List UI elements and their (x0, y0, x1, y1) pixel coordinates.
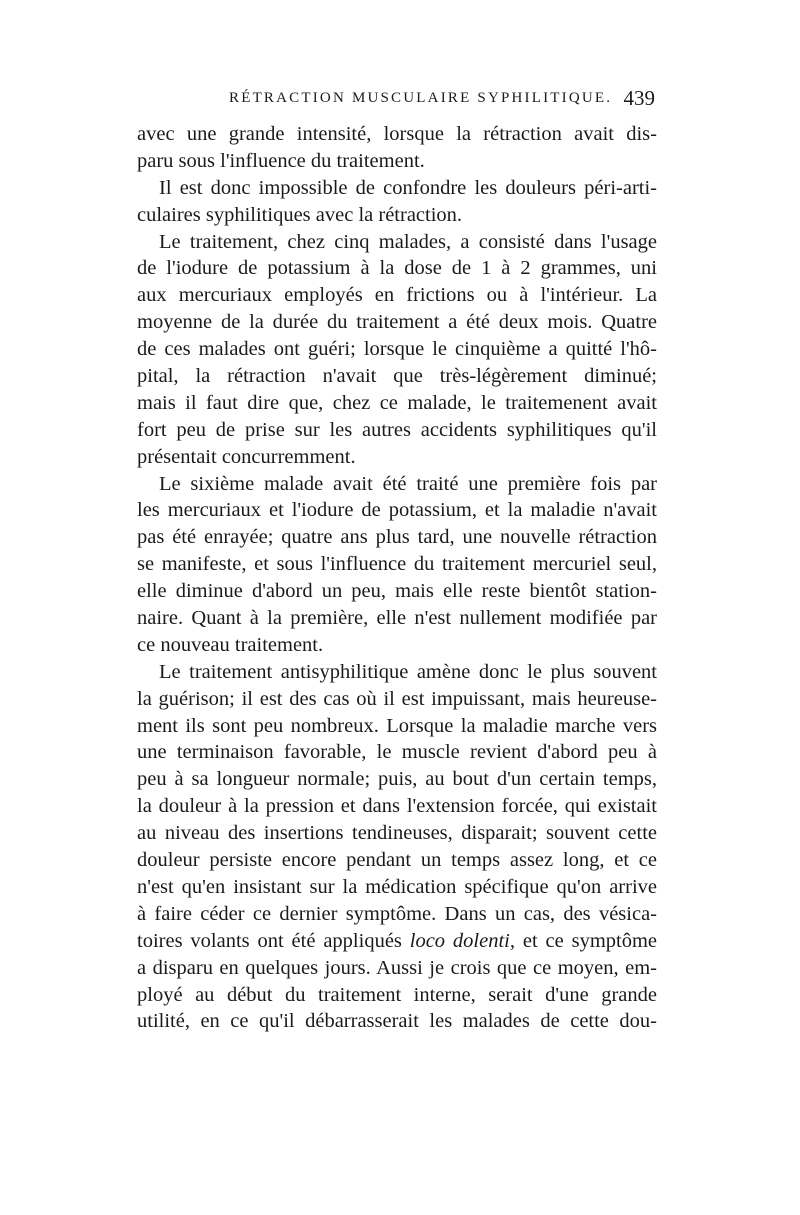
text-line: à faire céder ce dernier symptôme. Dans un cas, des vésica- (137, 902, 657, 925)
text-line: ployé au début du traitement interne, serait d'une grande (137, 983, 657, 1006)
text-line: pital, la rétraction n'avait que très-légèrement diminué; (137, 365, 657, 388)
text-line: avec une grande intensité, lorsque la rétraction avait dis- (137, 123, 657, 145)
text-line: a disparu en quelques jours. Aussi je crois que ce moyen, em- (137, 956, 657, 979)
text-line: aux mercuriaux employés en frictions ou à l'intérieur. La (137, 284, 657, 307)
body-text (137, 121, 657, 1035)
text-line: ce nouveau traitement. (137, 633, 324, 656)
text-line: présentait concurremment. (137, 445, 356, 468)
text-line: au niveau des insertions tendineuses, disparait; souvent cette (137, 822, 657, 845)
text-line: naire. Quant à la première, elle n'est nullement modifiée par (137, 607, 657, 630)
text-line: Le traitement, chez cinq malades, a consisté dans l'usage (159, 230, 657, 253)
text-line: la douleur à la pression et dans l'extension forcée, qui existait (137, 795, 657, 818)
text-line: une terminaison favorable, le muscle revient d'abord peu à (137, 741, 657, 764)
text-line: de ces malades ont guéri; lorsque le cinquième a quitté l'hô- (137, 338, 657, 361)
text-line: Le sixième malade avait été traité une première fois par (159, 472, 657, 495)
text-line: les mercuriaux et l'iodure de potassium, et la maladie n'avait (137, 499, 657, 522)
latin-phrase: loco dolenti, (409, 929, 515, 952)
text-line: elle diminue d'abord un peu, mais elle reste bientôt station- (137, 580, 657, 603)
text-line-with-italic (137, 928, 657, 955)
text-line: douleur persiste encore pendant un temps assez long, et ce (137, 849, 657, 872)
text-line: paru sous l'influence du traitement. (137, 149, 425, 172)
text-line: mais il faut dire que, chez ce malade, le traitemenent avait (137, 391, 657, 414)
running-header (137, 86, 657, 114)
running-title: RÉTRACTION MUSCULAIRE SYPHILITIQUE. (229, 90, 613, 106)
text-segment: toires volants ont été appliqués (137, 929, 410, 952)
text-line: Le traitement antisyphilitique amène donc le plus souvent (159, 660, 657, 683)
text-segment: et ce symptôme (515, 929, 657, 952)
text-line: se manifeste, et sous l'influence du traitement mercuriel seul, (137, 553, 657, 576)
text-line: utilité, en ce qu'il débarrasserait les malades de cette dou- (137, 1010, 657, 1033)
text-line: pas été enrayée; quatre ans plus tard, une nouvelle rétraction (137, 526, 657, 549)
text-line: la guérison; il est des cas où il est impuissant, mais heureuse- (137, 687, 657, 710)
text-line: fort peu de prise sur les autres accidents syphilitiques qu'il (137, 418, 657, 441)
text-line: Il est donc impossible de confondre les douleurs péri-arti- (159, 176, 657, 199)
page-number: 439 (623, 86, 655, 110)
text-line: ment ils sont peu nombreux. Lorsque la maladie marche vers (137, 714, 657, 737)
text-line: peu à sa longueur normale; puis, au bout d'un certain temps, (137, 768, 657, 791)
text-line: moyenne de la durée du traitement a été deux mois. Quatre (137, 311, 657, 334)
text-line: n'est qu'en insistant sur la médication spécifique qu'on arrive (137, 875, 657, 898)
text-line: de l'iodure de potassium à la dose de 1 à 2 grammes, uni (137, 257, 657, 280)
text-line: culaires syphilitiques avec la rétraction. (137, 203, 463, 226)
